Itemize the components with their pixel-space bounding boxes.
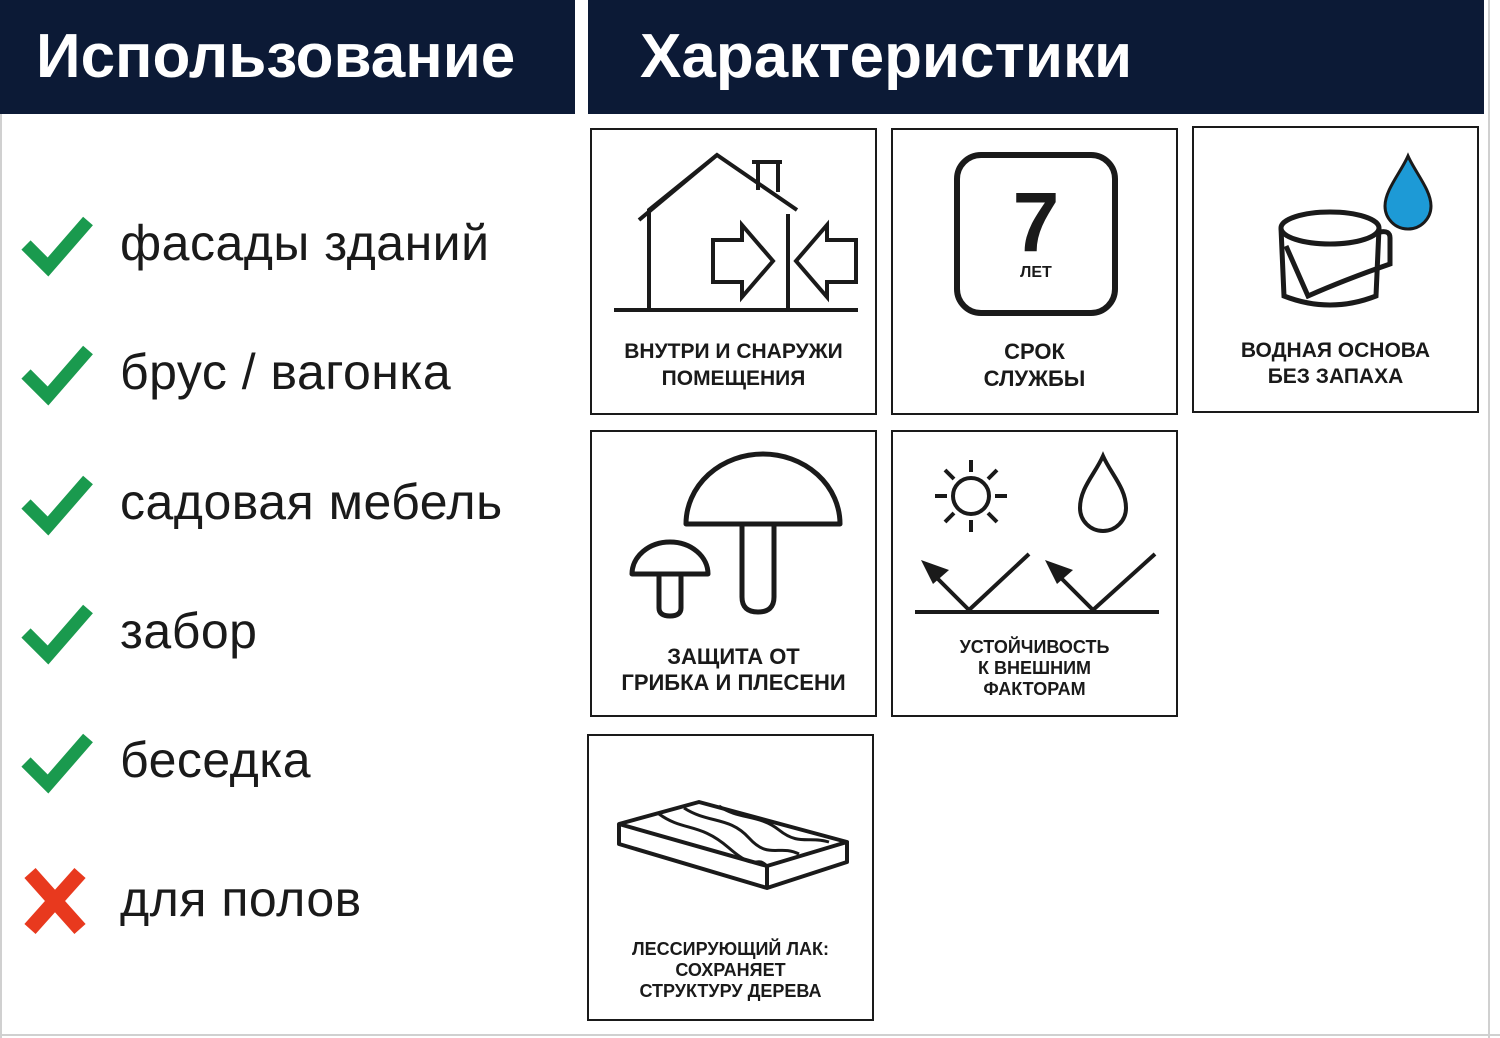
feature-caption: УСТОЙЧИВОСТЬ К ВНЕШНИМ ФАКТОРАМ — [959, 637, 1110, 699]
feature-caption: ЛЕССИРУЮЩИЙ ЛАК: СОХРАНЯЕТ СТРУКТУРУ ДЕРЕВА — [632, 939, 829, 1001]
frame-bottom-edge — [0, 1034, 1500, 1036]
feature-tile — [891, 128, 1178, 415]
lifetime-unit: ЛЕТ — [1020, 264, 1052, 281]
lifetime-number: 7 — [1012, 175, 1060, 269]
feature-caption: ЗАЩИТА ОТ ГРИБКА И ПЛЕСЕНИ — [621, 644, 846, 695]
usage-item-label: беседка — [120, 732, 312, 788]
check-icon — [18, 468, 96, 538]
cross-icon — [18, 865, 96, 935]
check-icon — [18, 597, 96, 667]
check-icon — [18, 726, 96, 796]
feature-caption: ВНУТРИ И СНАРУЖИ ПОМЕЩЕНИЯ — [624, 340, 843, 390]
usage-item-label: садовая мебель — [120, 474, 503, 530]
features-header: Характеристики — [588, 0, 1484, 114]
feature-tile — [590, 430, 877, 717]
usage-item-label: фасады зданий — [120, 215, 490, 271]
feature-tile — [587, 734, 874, 1021]
frame-left-edge — [0, 0, 2, 1038]
feature-tile — [1192, 126, 1479, 413]
feature-tile — [590, 128, 877, 415]
usage-item-label: брус / вагонка — [120, 344, 452, 400]
feature-caption: СРОК СЛУЖБЫ — [983, 339, 1086, 391]
usage-item-label: забор — [120, 603, 258, 659]
feature-caption: ВОДНАЯ ОСНОВА БЕЗ ЗАПАХА — [1240, 339, 1431, 388]
check-icon — [18, 338, 96, 408]
usage-header: Использование — [0, 0, 575, 114]
frame-right-edge — [1488, 0, 1490, 1038]
feature-tile — [891, 430, 1178, 717]
check-icon — [18, 209, 96, 279]
usage-item-label: для полов — [120, 871, 362, 927]
